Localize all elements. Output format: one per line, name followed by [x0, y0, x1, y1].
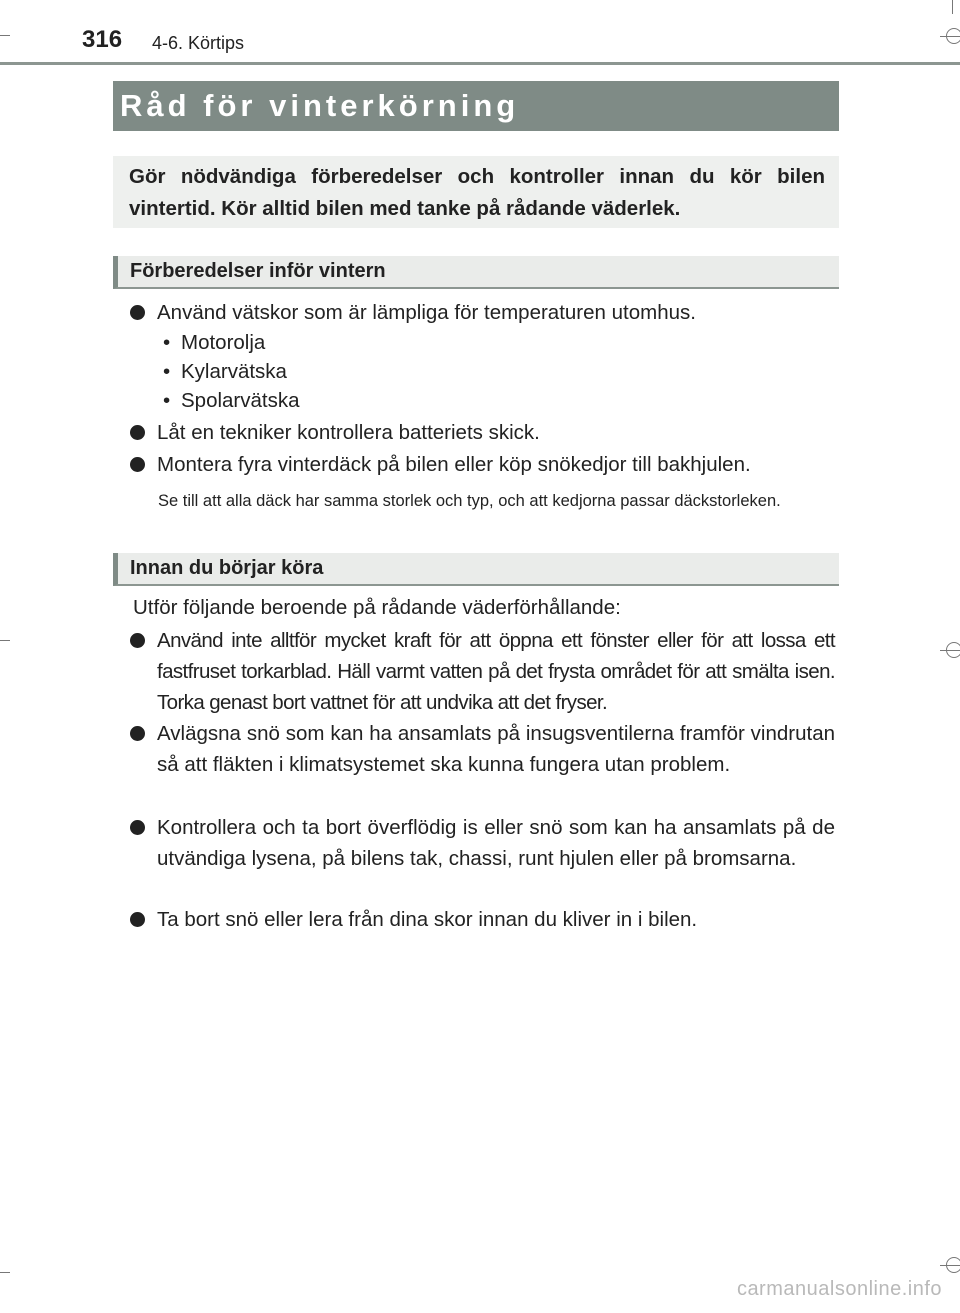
bullet-icon	[130, 457, 145, 472]
list-item: Använd inte alltför mycket kraft för att öppna ett fönster eller för att lossa ett fastfruset torkarblad. Häll varmt vatten på det frysta området för att smälta isen. Torka genast bort vattnet för att undvika att det fryser.	[130, 625, 835, 718]
list-item: Kontrollera och ta bort överflödig is eller snö som kan ha ansamlats på de utvändiga lysena, på bilens tak, chassi, runt hjulen eller på bromsarna.	[130, 812, 835, 874]
lead-text: Utför följande beroende på rådande väderförhållande:	[133, 596, 621, 619]
registration-mark	[946, 28, 960, 44]
crop-mark	[0, 35, 10, 36]
bullet-icon	[130, 912, 145, 927]
crop-mark	[0, 640, 10, 641]
note-text: Se till att alla däck har samma storlek och typ, och att kedjorna passar däckstorleken.	[158, 492, 781, 510]
bullet-icon	[130, 633, 145, 648]
sub-list-item: • Motorolja	[163, 331, 266, 354]
section-reference: 4-6. Körtips	[152, 33, 245, 53]
list-item: Använd vätskor som är lämpliga för temperaturen utomhus.	[130, 297, 835, 328]
watermark: carmanualsonline.info	[736, 1278, 942, 1300]
title-bar	[113, 81, 839, 131]
registration-mark	[946, 1257, 960, 1273]
list-item: Ta bort snö eller lera från dina skor innan du kliver in i bilen.	[130, 904, 835, 935]
sub-list-item: • Spolarvätska	[163, 389, 300, 412]
bullet-icon	[130, 726, 145, 741]
list-item: Avlägsna snö som kan ha ansamlats på insugsventilerna framför vindrutan så att fläkten i klimatsystemet ska kunna fungera utan problem.	[130, 718, 835, 780]
header-rule	[0, 62, 960, 65]
page-number: 316	[82, 26, 123, 53]
bullet-icon	[130, 425, 145, 440]
section-heading-before-driving: Innan du börjar köra	[113, 553, 839, 586]
registration-mark	[946, 642, 960, 658]
list-item: Låt en tekniker kontrollera batteriets skick.	[130, 417, 835, 448]
intro-box: Gör nödvändiga förberedelser och kontroller innan du kör bilen vintertid. Kör alltid bilen med tanke på rådande väderlek.	[113, 156, 839, 228]
page-title: Råd för vinterkörning	[120, 88, 520, 123]
crop-mark	[0, 1272, 10, 1273]
section-heading-preparations: Förberedelser inför vintern	[113, 256, 839, 289]
bullet-icon	[130, 305, 145, 320]
sub-list-item: • Kylarvätska	[163, 360, 287, 383]
bullet-icon	[130, 820, 145, 835]
list-item: Montera fyra vinterdäck på bilen eller köp snökedjor till bakhjulen.	[130, 449, 835, 480]
crop-mark	[952, 0, 953, 14]
